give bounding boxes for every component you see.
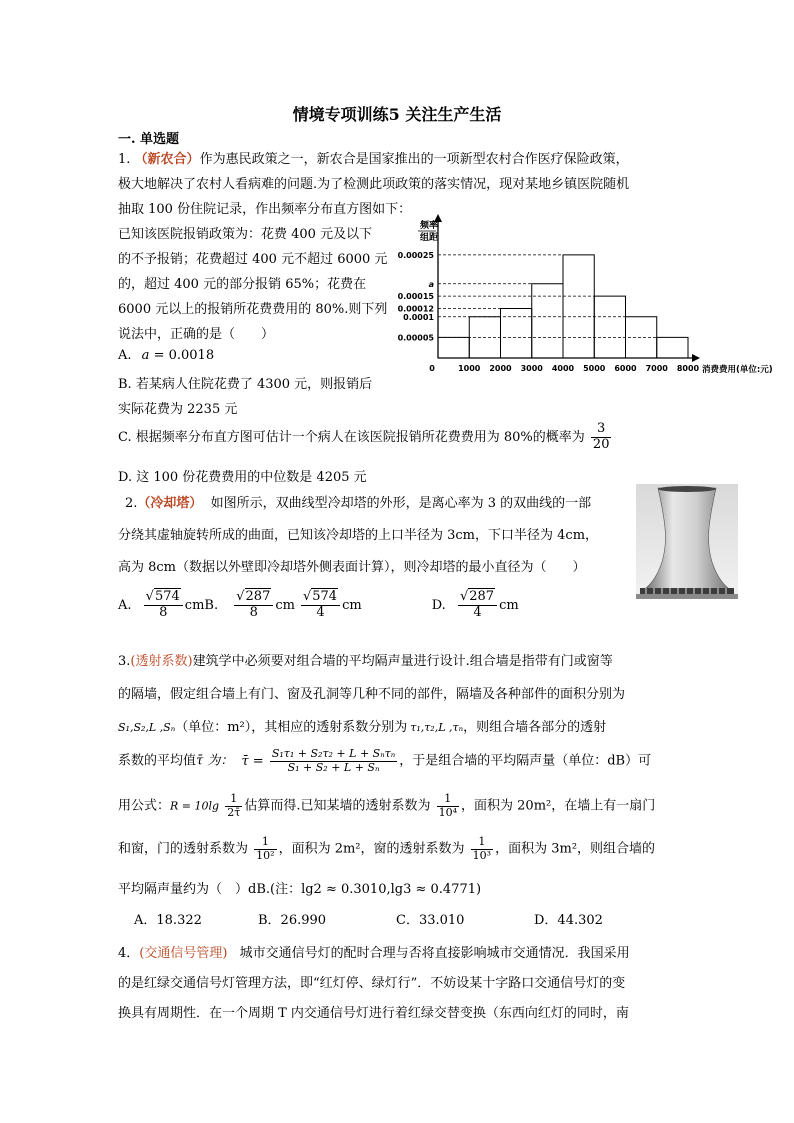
- y-tick-label: 0.00005: [398, 333, 434, 343]
- frac-numerator: 1: [471, 836, 493, 850]
- q1-option-b-2: 实际花费为 2235 元: [118, 402, 238, 417]
- frequency-histogram: [398, 212, 794, 380]
- q2-option-c-fraction: $\frac{√574}{4}$: [301, 590, 340, 621]
- q1-option-b-1: B. 若某病人住院花费了 4300 元，则报销后: [118, 377, 373, 392]
- frac-denominator: 4: [473, 604, 482, 620]
- q3-option-b: B．26.990: [258, 913, 327, 928]
- q2-option-c: [299, 590, 362, 621]
- histogram-bar: [657, 337, 688, 358]
- frac-denominator: 4: [316, 604, 325, 620]
- y-tick-label: 0.00012: [398, 304, 434, 314]
- q3-number: 3.: [118, 654, 131, 669]
- x-tick-label: 1000: [458, 364, 481, 373]
- q2-option-a-fraction: $\frac{√574}{8}$: [144, 590, 183, 621]
- q2-option-a: [118, 590, 204, 621]
- frac-numerator: 3: [591, 422, 612, 438]
- q3-wall-coeff: [437, 793, 459, 819]
- q4-line1: [118, 942, 630, 961]
- q3-door-coeff: [254, 836, 276, 862]
- y-label-top: 频率: [420, 221, 439, 231]
- q1-option-d: D. 这 100 份花费费用的中位数是 4205 元: [118, 470, 367, 485]
- q2-option-d: [432, 590, 519, 621]
- x-tick-label: 6000: [614, 364, 637, 373]
- q1-tag: （新农合）: [134, 152, 200, 167]
- frac-numerator: 1: [254, 836, 276, 850]
- y-tick-label: 0.00015: [398, 292, 434, 302]
- q3-tau-eq: τ̄ =: [241, 753, 264, 769]
- q3-text-6: 和窗，门的透射系数为: [118, 841, 249, 857]
- q4-number: 4．: [118, 946, 140, 961]
- q3-line3: [118, 716, 606, 735]
- y-tick-label: a: [428, 279, 434, 289]
- q3-text-6c: ，面积为 3m²，则组合墙的: [495, 841, 656, 857]
- q2-option-d-label: D.: [431, 597, 446, 613]
- x-tick-label: 4000: [551, 364, 575, 373]
- q3-text-3b: ，则组合墙各部分的透射: [463, 720, 607, 735]
- frac-numerator: 1: [225, 793, 242, 807]
- frac-denominator: 8: [249, 604, 258, 620]
- q3-line6: [118, 836, 655, 862]
- q1-text-7: 6000 元以上的报销所花费费用的 80%.则下列: [118, 302, 388, 317]
- radicand: 287: [245, 589, 271, 604]
- x-tick-label: 8000: [676, 364, 700, 373]
- q1-option-a-var: a: [141, 348, 150, 363]
- q3-areas-list: S₁,S₂,L ,Sₙ: [118, 721, 176, 734]
- q1-option-c-fraction: [591, 422, 612, 453]
- q2-options: [118, 590, 519, 621]
- q1-text-2: 极大地解决了农村人看病难的问题.为了检测此项政策的落实情况，现对某地乡镇医院随机: [118, 177, 630, 192]
- q3-option-d: D．44.302: [534, 913, 603, 928]
- q2-text-3: 高为 8cm（数据以外壁即冷却塔外侧表面计算），则冷却塔的最小直径为（ ）: [118, 560, 586, 575]
- q2-option-b-label: B.: [204, 597, 219, 613]
- frac-denominator: 2τ̄: [227, 805, 241, 819]
- q1-text-1: 作为惠民政策之一，新农合是国家推出的一项新型农村合作医疗保险政策，: [199, 152, 629, 167]
- q3-option-c: C．33.010: [396, 913, 465, 928]
- q2-text-1: 如图所示，双曲线型冷却塔的外形，是离心率为 3 的双曲线的一部: [210, 496, 592, 511]
- q3-average-formula: [270, 748, 397, 774]
- q1-text-6: 的，超过 400 元的部分报销 65%；花费在: [118, 277, 367, 292]
- q3-coeffs-list: τ₁,τ₂,L ,τₙ: [410, 721, 464, 734]
- q2-option-b: [204, 590, 295, 621]
- q1-option-a-value: = 0.0018: [153, 348, 215, 363]
- frac-denominator: 10³: [472, 848, 492, 862]
- q3-r-formula: R = 10lg: [170, 799, 220, 813]
- q3-text-2: 的隔墙，假定组合墙上有门、窗及孔洞等几种不同的部件，隔墙及各种部件的面积分别为: [118, 687, 626, 702]
- q3-window-coeff: [471, 836, 493, 862]
- radicand: 574: [312, 589, 338, 604]
- q3-r-fraction: [225, 793, 242, 819]
- q1-text-4: 已知该医院报销政策为：花费 400 元及以下: [118, 227, 373, 242]
- histogram-bar: [563, 255, 594, 358]
- frac-numerator: 1: [437, 793, 459, 807]
- histogram-bar: [594, 296, 625, 358]
- q2-tag: （冷却塔）: [137, 496, 203, 511]
- q2-text-2: 分绕其虚轴旋转所成的曲面，已知该冷却塔的上口半径为 3cm，下口半径为 4cm，: [118, 528, 599, 543]
- q2-line1: [125, 492, 591, 511]
- q3-line4: [118, 748, 651, 774]
- q1-number: 1.: [118, 152, 131, 167]
- unit: cm: [184, 597, 205, 613]
- q3-text-6b: ，面积为 2m²，窗的透射系数为: [278, 841, 465, 857]
- q3-text-5: 用公式：: [118, 798, 171, 814]
- q3-line1: [118, 650, 613, 669]
- x-tick-label: 0: [429, 364, 435, 373]
- q1-option-c-text: C. 根据频率分布直方图可估计一个病人在该医院报销所花费费用为 80%的概率为: [118, 429, 585, 445]
- q1-text-5: 的不予报销；花费超过 400 元不超过 6000 元: [118, 252, 388, 267]
- unit: cm: [342, 597, 362, 613]
- q1-text-3: 抽取 100 份住院记录，作出频率分布直方图如下：: [118, 202, 412, 217]
- unit: cm: [275, 597, 295, 613]
- x-axis-arrow: [692, 354, 700, 362]
- q3-text-5b: 估算而得.已知某墙的透射系数为: [244, 798, 431, 814]
- q2-option-d-fraction: $\frac{√287}{4}$: [458, 590, 497, 621]
- radicand: 574: [154, 589, 180, 604]
- q3-text-3: （单位：m²），其相应的透射系数分别为: [175, 720, 408, 735]
- q1-option-a-label: A.: [118, 348, 132, 363]
- q1-line1: [118, 148, 629, 167]
- q3-line5: [118, 793, 655, 819]
- unit: cm: [499, 597, 519, 613]
- cooling-tower-image: [636, 484, 738, 599]
- histogram-bar: [532, 284, 563, 358]
- q3-text-5c: ，面积为 20m²，在墙上有一扇门: [461, 798, 656, 814]
- page-title: 情境专项训练5 关注生产生活: [292, 105, 502, 124]
- histogram-bar: [438, 337, 469, 358]
- frac-denominator: 10²: [256, 848, 275, 862]
- q4-text-1: 城市交通信号灯的配时合理与否将直接影响城市交通情况．我国采用: [239, 946, 630, 961]
- frac-denominator: 8: [159, 604, 168, 620]
- frac-numerator: S₁τ₁ + S₂τ₂ + L + Sₙτₙ: [271, 747, 396, 760]
- frac-denominator: 20: [592, 436, 610, 452]
- section-heading: 一. 单选题: [118, 132, 180, 147]
- q4-text-2: 的是红绿交通信号灯管理方法，即“红灯停、绿灯行”．不妨设某十字路口交通信号灯的变: [118, 976, 626, 991]
- q2-option-a-label: A.: [118, 597, 132, 613]
- x-axis-label: 消费费用(单位:元): [702, 365, 773, 375]
- q3-text-4b: ，于是组合墙的平均隔声量（单位：dB）可: [399, 753, 652, 769]
- ground: [636, 594, 738, 599]
- q3-text-7: 平均隔声量约为（ ）dB.(注：lg2 ≈ 0.3010,lg3 ≈ 0.4771): [118, 882, 482, 897]
- frac-denominator: S₁ + S₂ + L + Sₙ: [287, 760, 380, 774]
- x-tick-label: 2000: [489, 364, 512, 373]
- q3-tag: (透射系数): [130, 654, 193, 669]
- radicand: 287: [469, 589, 495, 604]
- x-tick-label: 5000: [583, 364, 606, 373]
- y-tick-label: 0.0001: [403, 312, 434, 322]
- q3-text-1: 建筑学中必须要对组合墙的平均隔声量进行设计.组合墙是指带有门或窗等: [192, 654, 613, 669]
- q2-option-b-fraction: $\frac{√287}{8}$: [234, 590, 273, 621]
- q1-option-c: [118, 422, 613, 453]
- q2-number: 2.: [125, 496, 138, 511]
- q4-text-3: 换具有周期性．在一个周期 T 内交通信号灯进行着红绿交替变换（东西向红灯的同时，南: [118, 1006, 629, 1021]
- q3-option-a: A．18.322: [134, 913, 202, 928]
- frac-denominator: 10⁴: [438, 805, 458, 819]
- y-label-bottom: 组距: [420, 233, 439, 243]
- q3-tau-bar: τ̄ 为：: [196, 753, 234, 769]
- q3-text-4: 系数的平均值: [118, 753, 197, 769]
- histogram-bar: [501, 309, 532, 359]
- q1-option-a: [118, 348, 214, 363]
- tower-top-rim: [658, 486, 716, 492]
- x-tick-label: 3000: [520, 364, 543, 373]
- y-tick-label: 0.00025: [398, 250, 434, 260]
- x-tick-label: 7000: [645, 364, 668, 373]
- q4-tag: (交通信号管理): [139, 946, 228, 961]
- q1-text-8: 说法中，正确的是（ ）: [118, 327, 275, 342]
